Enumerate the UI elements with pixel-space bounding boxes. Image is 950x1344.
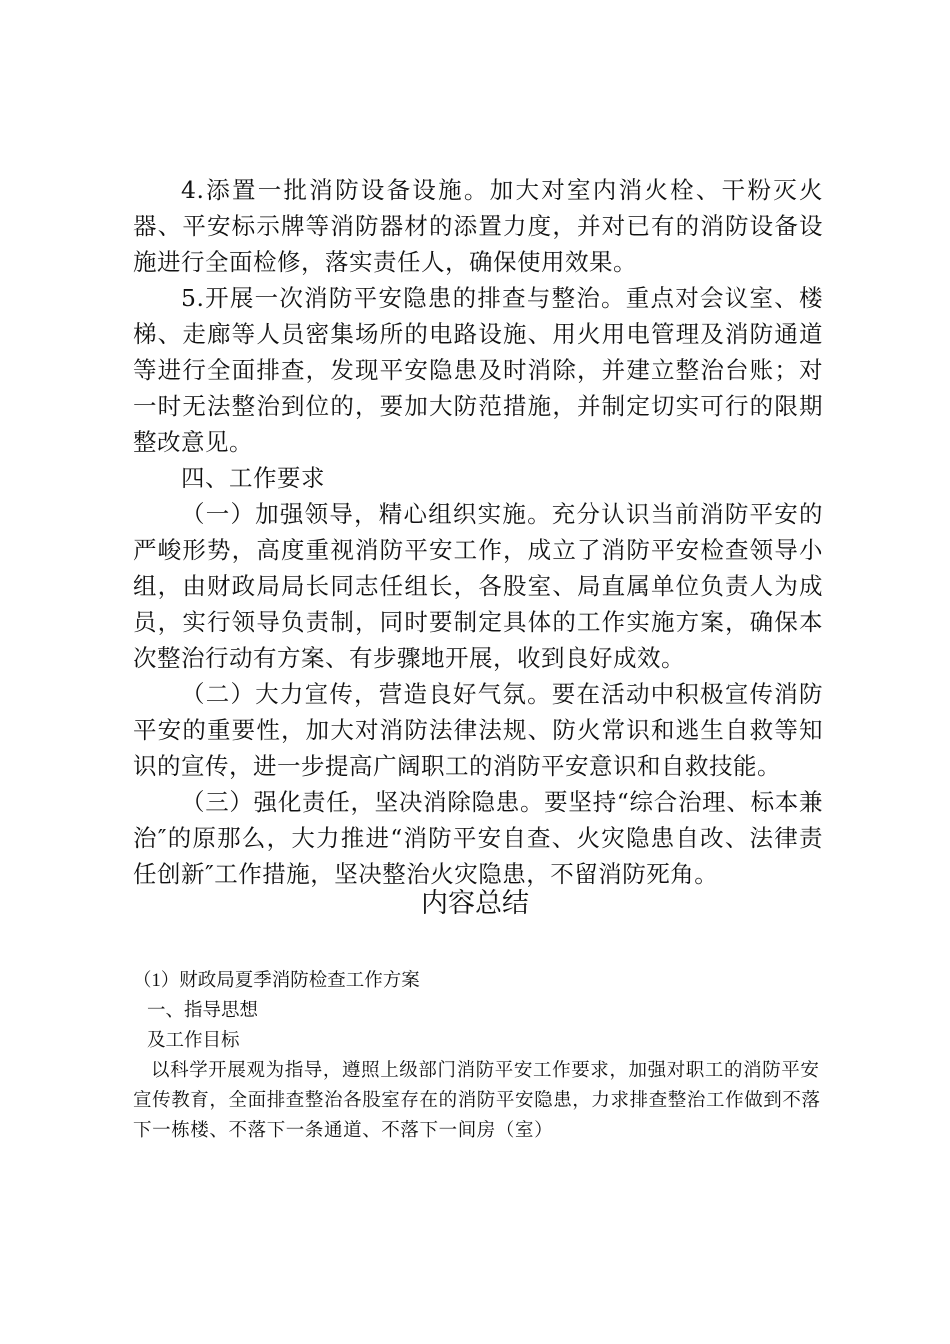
summary-line: 及工作目标 <box>147 1031 240 1051</box>
paragraph-requirement-3: （三）强化责任，坚决消除隐患。要坚持“综合治理、标本兼治″的原那么，大力推进“消防平安自查、火灾隐患自改、法律责任创新″工作措施，坚决整治火灾隐患，不留消防死角。 <box>133 788 823 888</box>
summary-line: （1）财政局夏季消防检查工作方案 <box>133 971 420 991</box>
summary-body <box>133 966 823 1146</box>
summary-line: 以科学开展观为指导，遵照上级部门消防平安工作要求，加强对职工的消防平安宣传教育，全面排查整治各股室存在的消防平安隐患，力求排查整治工作做到不落下一栋楼、不落下一条通道、不落下一间房（室） <box>133 1061 821 1141</box>
paragraph-item-5: 5.开展一次消防平安隐患的排查与整治。重点对会议室、楼梯、走廊等人员密集场所的电路设施、用火用电管理及消防通道等进行全面排查，发现平安隐患及时消除，并建立整治台账；对一时无法整治到位的，要加大防范措施，并制定切实可行的限期整改意见。 <box>133 284 823 456</box>
paragraph-requirement-2: （二）大力宣传，营造良好气氛。要在活动中积极宣传消防平安的重要性，加大对消防法律法规、防火常识和逃生自救等知识的宣传，进一步提高广阔职工的消防平安意识和自救技能。 <box>133 680 823 780</box>
document-body <box>133 172 823 892</box>
summary-title: 内容总结 <box>421 888 529 919</box>
summary-line: 一、指导思想 <box>147 1001 259 1021</box>
paragraph-item-4: 4.添置一批消防设备设施。加大对室内消火栓、干粉灭火器、平安标示牌等消防器材的添置力度，并对已有的消防设备设施进行全面检修，落实责任人，确保使用效果。 <box>133 176 823 276</box>
paragraph-requirement-1: （一）加强领导，精心组织实施。充分认识当前消防平安的严峻形势，高度重视消防平安工作，成立了消防平安检查领导小组，由财政局局长同志任组长，各股室、局直属单位负责人为成员，实行领导负责制，同时要制定具体的工作实施方案，确保本次整治行动有方案、有步骤地开展，收到良好成效。 <box>133 500 823 672</box>
section-heading-requirements: 四、工作要求 <box>181 464 325 492</box>
